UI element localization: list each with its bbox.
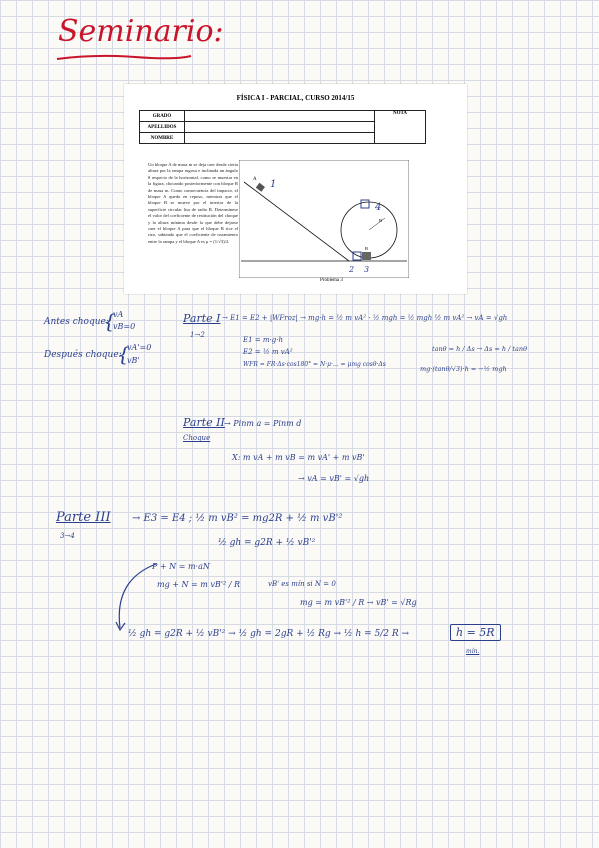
parte3-eq6: mg = m vB'² / R → vB' = √Rg [300, 598, 417, 607]
parte3-label: Parte III [56, 510, 111, 525]
despues-va: vA'=0 [127, 343, 152, 352]
problem-text: Un bloque A de masa m se deja caer desde cierta altura por la rampa rugosa e inclinada un ángulo θ respecto de la horizontal, como se muestra en la figura, chocando posteriormente con bloque B de masa m. Como consecuencia del impacto, el bloque A queda en reposo, mientras que el bloque B se mueve por el interior de la superficie circular lisa de radio R. Determínese el valor del coeficiente de restitución del choque y la altura mínima desde la que debe dejarse caer el bloque A para que el bloque B rice el rizo, sabiendo que el coeficiente de rozamiento entre la rampa y el bloque A es μ = (1/√3)/2. [148, 162, 238, 244]
parte3-eq4: mg + N = m vB'² / R [157, 580, 241, 589]
despues-label: Después choque: [44, 350, 122, 360]
curved-arrow [112, 560, 162, 635]
parte2-eq1: → Pinm a = Pinm d [224, 419, 302, 428]
exam-header-table [139, 110, 426, 144]
antes-vb: vB=0 [113, 322, 136, 331]
parte1-eq5: tanθ = h / Δs → Δs = h / tanθ [432, 345, 527, 353]
parte1-label: Parte I [183, 312, 221, 325]
label-r: R [379, 218, 383, 223]
field-apellidos: APELLIDOS [140, 122, 185, 133]
parte2-label: Parte II [183, 416, 225, 429]
field-grado: GRADO [140, 111, 185, 122]
parte3-eq7: ½ gh = g2R + ½ vB'² → ½ gh = 2gR + ½ Rg → ½ h = 5/2 R → [128, 629, 410, 639]
page-title: Seminario: [58, 14, 224, 49]
label-four: 4 [375, 202, 382, 213]
label-b: B [365, 246, 369, 251]
parte1-eq1: → E1 = E2 + |WFroz| → mg·h = ½ m vA² · ½ mgh = ½ mgh ½ m vA² → vA = √gh [222, 314, 508, 322]
parte3-eq2: ½ gh = g2R + ½ vB'² [218, 538, 316, 548]
field-nota: NOTA [375, 111, 426, 144]
label-two: 2 [349, 265, 355, 274]
parte3-eq5: vB' es mín si N = 0 [268, 580, 336, 588]
parte3-min: mín. [466, 648, 480, 655]
parte1-eq6: mg·(tanθ/√3)·h = −½ mgh [420, 365, 507, 373]
title-underline [55, 52, 195, 64]
exam-scan [124, 84, 467, 294]
despues-vb: vB' [127, 356, 140, 365]
label-a: A [253, 177, 257, 182]
parte3-eq1: → E3 = E4 ; ½ m vB² = mg2R + ½ m vB'² [132, 513, 343, 524]
parte1-eq2: E1 = m·g·h [243, 336, 283, 344]
figure-caption: Problema 3 [320, 278, 343, 283]
parte3-eq3: P + N = m·aN [152, 562, 210, 571]
antes-va: vA [113, 310, 124, 319]
antes-brace: { [103, 309, 116, 333]
parte3-sub: 3→4 [60, 532, 75, 540]
parte1-eq3: E2 = ½ m vA² [243, 348, 293, 356]
parte2-eq3: → vA = vB' = √gh [298, 474, 370, 483]
antes-label: Antes choque: [44, 317, 109, 327]
exam-title: FÍSICA I - PARCIAL, CURSO 2014/15 [236, 94, 355, 102]
parte2-eq2: X: m vA + m vB = m vA' + m vB' [232, 453, 365, 462]
despues-brace: { [117, 342, 130, 366]
field-nombre: NOMBRE [140, 133, 185, 144]
parte3-result: h = 5R [450, 624, 501, 641]
label-three: 3 [364, 265, 370, 274]
problem-diagram [239, 160, 409, 278]
parte2-sub: Choque [183, 434, 211, 442]
parte1-eq4: WFR = FR·Δs·cos180° = N·μ·... = μmg cosθ·Δs [243, 361, 386, 368]
parte1-sub: 1→2 [190, 331, 205, 339]
label-one: 1 [270, 179, 277, 190]
